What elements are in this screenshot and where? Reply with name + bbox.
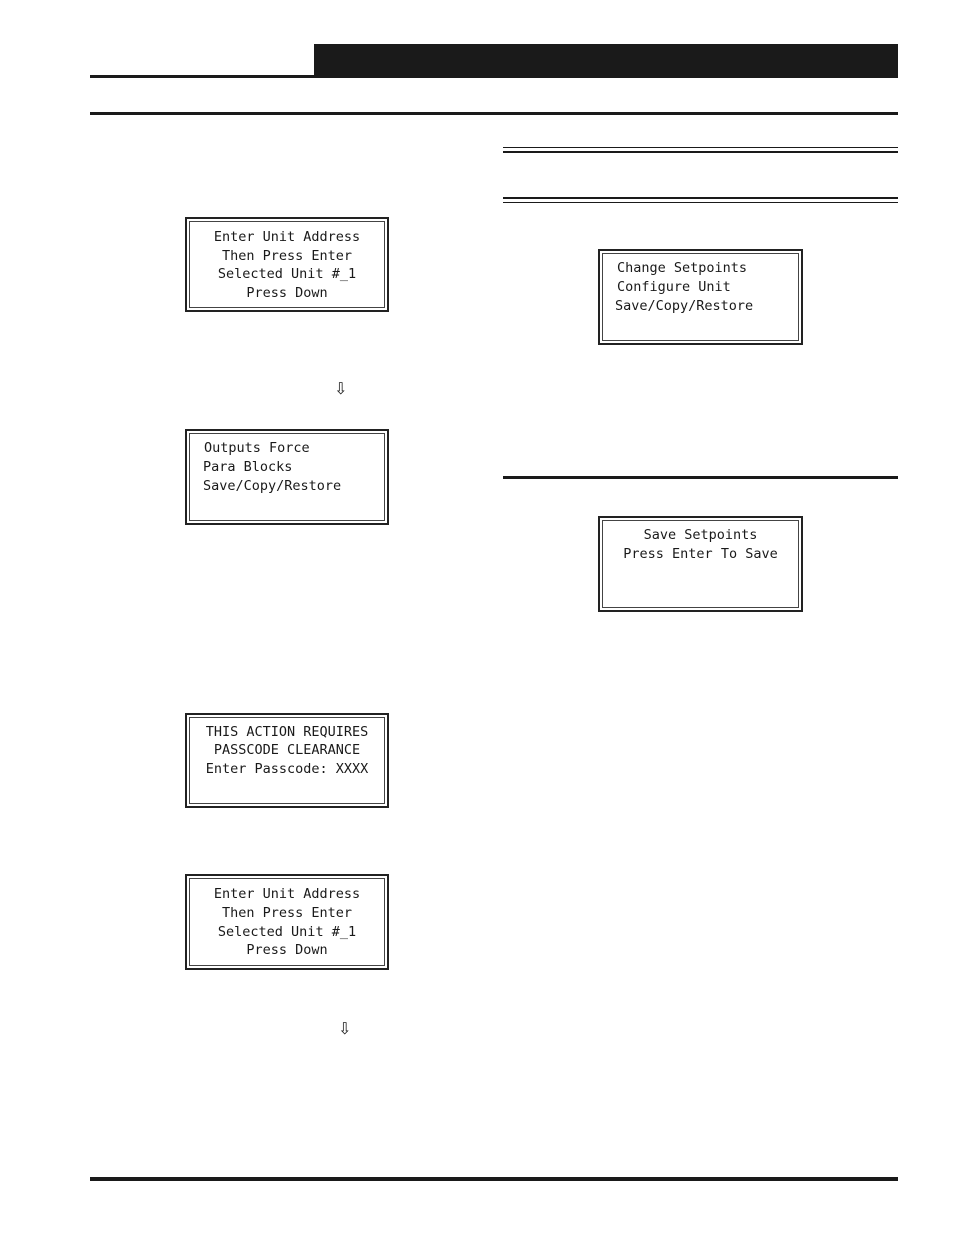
lcd-line [187, 496, 387, 515]
bottom-rule [90, 1177, 898, 1181]
lcd-line: Enter Passcode: XXXX [205, 761, 369, 777]
header-underline [90, 75, 316, 78]
section-rule-1b [503, 151, 898, 153]
down-arrow-icon: ⇩ [338, 1019, 352, 1038]
lcd-line: Then Press Enter [221, 248, 353, 264]
lcd-line [600, 583, 801, 602]
lcd-line: Para Blocks [203, 459, 293, 475]
lcd-line: Outputs Force [204, 440, 310, 456]
lcd-line: Save Setpoints [643, 527, 758, 543]
section-rule-1a [503, 147, 898, 148]
lcd-line [600, 564, 801, 583]
lcd-line: Change Setpoints [617, 260, 748, 276]
header-bar [314, 44, 898, 78]
lcd-line: THIS ACTION REQUIRES [205, 724, 369, 740]
lcd-unit-address-2 [185, 874, 389, 970]
lcd-line: Press Down [246, 285, 328, 301]
lcd-line: Selected Unit #_1 [217, 924, 357, 940]
lcd-unit-address-1 [185, 217, 389, 312]
section-rule-2a [503, 197, 898, 199]
lcd-save-setpoints [598, 516, 803, 612]
lcd-passcode [185, 713, 389, 808]
lcd-line: Press Enter To Save [623, 546, 778, 562]
lcd-line: Save/Copy/Restore [203, 478, 342, 494]
section-rule-3 [503, 476, 898, 479]
down-arrow-icon: ⇩ [334, 379, 348, 398]
lcd-line: Enter Unit Address [213, 229, 361, 245]
top-rule [90, 112, 898, 115]
lcd-line [187, 779, 387, 798]
lcd-line: Press Down [246, 942, 328, 958]
lcd-line: Then Press Enter [221, 905, 353, 921]
lcd-line: Configure Unit [617, 279, 731, 295]
lcd-line: PASSCODE CLEARANCE [213, 742, 361, 758]
lcd-line: Save/Copy/Restore [615, 298, 754, 314]
lcd-line [600, 316, 801, 335]
lcd-setpoints-menu [598, 249, 803, 345]
lcd-line: Selected Unit #_1 [217, 266, 357, 282]
lcd-line: Enter Unit Address [213, 886, 361, 902]
lcd-outputs-menu [185, 429, 389, 525]
section-rule-2b [503, 202, 898, 203]
